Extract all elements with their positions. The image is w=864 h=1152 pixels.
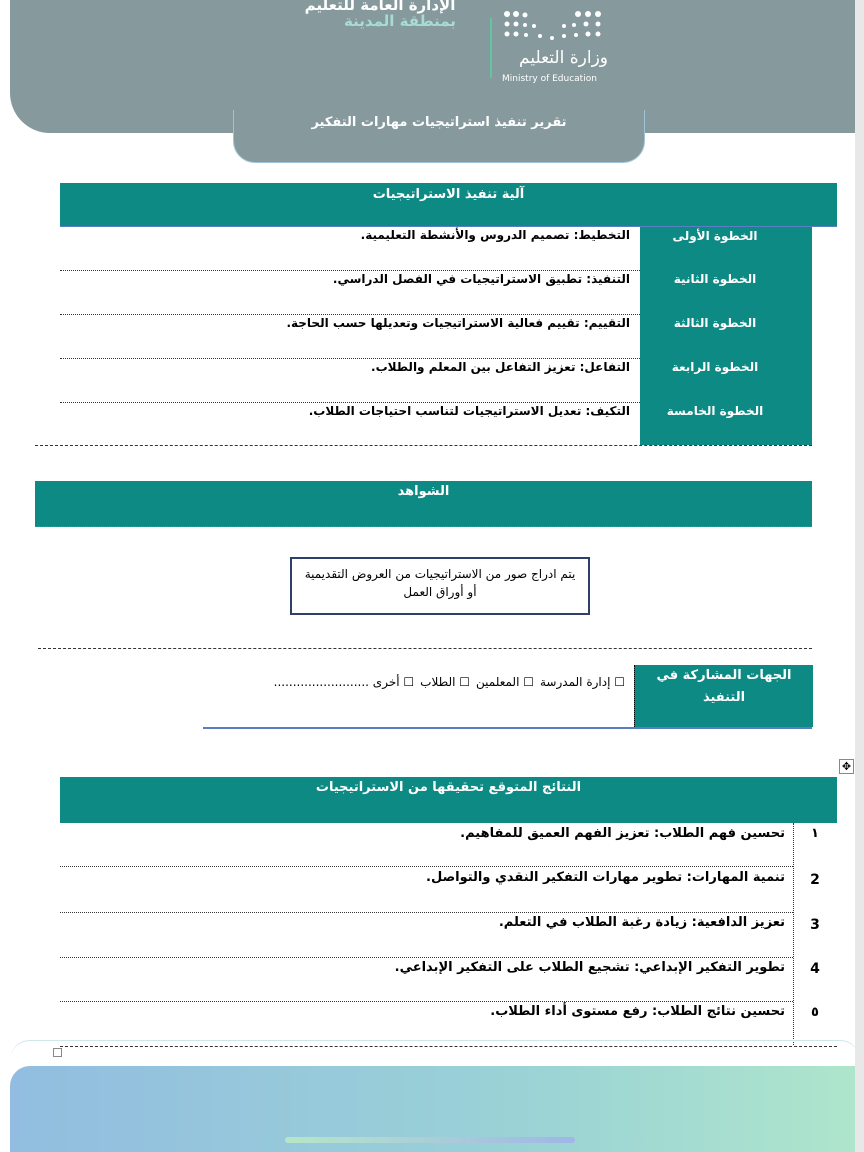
step-label: الخطوة الأولى xyxy=(672,229,758,243)
divider xyxy=(60,957,793,958)
divider xyxy=(38,648,812,649)
result-text: تحسين نتائج الطلاب: رفع مستوى أداء الطلاب. xyxy=(490,1004,785,1019)
admin-line1: الإدارة العامة للتعليم xyxy=(304,0,456,14)
divider xyxy=(60,358,640,359)
divider xyxy=(35,445,812,446)
result-number: 2 xyxy=(810,872,820,888)
mechanism-title: آلية تنفيذ الاستراتيجيات xyxy=(60,183,837,227)
divider xyxy=(60,912,793,913)
report-title: تقرير تنفيذ استراتيجيات مهارات التفكير xyxy=(233,110,645,163)
checkbox-students[interactable]: ☐ الطلاب xyxy=(420,675,471,689)
result-text: تعزيز الدافعية: زيادة رغبة الطلاب في التعلم. xyxy=(498,915,785,930)
parties-options xyxy=(200,675,625,689)
step-label: الخطوة الرابعة xyxy=(671,360,759,374)
result-number: ١ xyxy=(811,826,819,841)
logo-divider xyxy=(490,18,492,78)
ministry-name-ar: وزارة التعليم xyxy=(519,48,608,68)
step-text: التنفيذ: تطبيق الاستراتيجيات في الفصل الدراسي. xyxy=(332,272,630,286)
option-label: المعلمين xyxy=(476,675,520,689)
step-label: الخطوة الخامسة xyxy=(666,404,764,418)
divider xyxy=(60,314,640,315)
footer-bar xyxy=(285,1137,575,1143)
checkbox-other[interactable]: ☐ أخرى ......................... xyxy=(273,675,415,689)
option-label: الطلاب xyxy=(420,675,456,689)
step-text: التكيف: تعديل الاستراتيجيات لتناسب احتياجات الطلاب. xyxy=(308,404,630,418)
result-text: تنمية المهارات: تطوير مهارات التفكير النقدي والتواصل. xyxy=(426,870,785,885)
admin-line2: بمنطقة المدينة xyxy=(344,12,456,30)
divider xyxy=(60,402,640,403)
divider xyxy=(203,727,812,729)
result-number: 4 xyxy=(810,961,820,977)
evidence-title: الشواهد xyxy=(35,481,812,527)
result-number: ٥ xyxy=(811,1005,819,1020)
parties-title: الجهات المشاركة في التنفيذ xyxy=(634,665,813,727)
option-label: أخرى ......................... xyxy=(273,675,400,689)
ministry-name-en: Ministry of Education xyxy=(502,74,597,84)
step-label: الخطوة الثالثة xyxy=(673,316,757,330)
checkbox-teachers[interactable]: ☐ المعلمين xyxy=(476,675,534,689)
result-text: تطوير التفكير الإبداعي: تشجيع الطلاب على التفكير الإبداعي. xyxy=(394,960,785,975)
checkbox-school-admin[interactable]: ☐ إدارة المدرسة xyxy=(540,675,625,689)
step-text: التخطيط: تصميم الدروس والأنشطة التعليمية. xyxy=(360,228,630,242)
divider xyxy=(793,823,794,1045)
page-margin xyxy=(855,0,864,1152)
divider xyxy=(60,270,640,271)
table-move-handle-icon[interactable]: ✥ xyxy=(839,759,854,774)
step-text: التفاعل: تعزيز التفاعل بين المعلم والطلاب. xyxy=(371,360,630,374)
result-number: 3 xyxy=(810,917,820,933)
option-label: إدارة المدرسة xyxy=(540,675,611,689)
divider xyxy=(35,526,812,527)
step-text: التقييم: تقييم فعالية الاستراتيجيات وتعديلها حسب الحاجة. xyxy=(286,316,630,330)
results-title: النتائج المتوقع تحقيقها من الاستراتيجيات xyxy=(60,777,837,823)
ministry-logo-dots-icon xyxy=(502,8,612,44)
evidence-note: يتم ادراج صور من الاستراتيجيات من العروض التقديمية أو أوراق العمل xyxy=(290,557,590,615)
divider xyxy=(60,1001,793,1002)
result-text: تحسين فهم الطلاب: تعزيز الفهم العميق للمفاهيم. xyxy=(460,826,785,841)
divider xyxy=(60,866,793,867)
step-label: الخطوة الثانية xyxy=(673,272,757,286)
